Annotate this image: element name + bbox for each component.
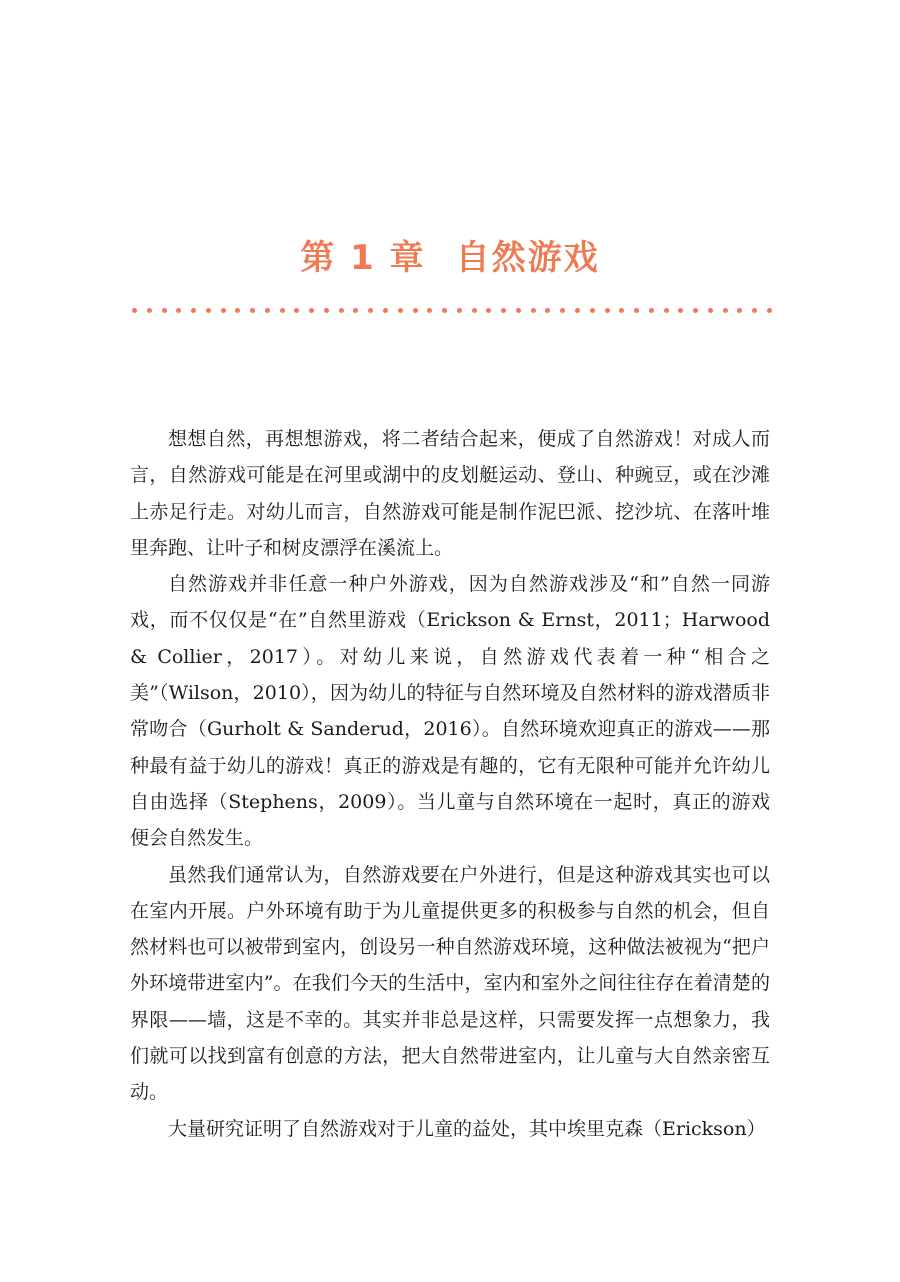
divider-dot: [235, 308, 240, 313]
divider-dot: [427, 308, 432, 313]
divider-dot: [693, 308, 698, 313]
paragraph-4: 大量研究证明了自然游戏对于儿童的益处，其中埃里克森（Erickson）: [168, 1117, 766, 1140]
divider-dot: [162, 308, 167, 313]
divider-dot: [590, 308, 595, 313]
divider-dot: [531, 308, 536, 313]
divider-dot: [398, 308, 403, 313]
divider-dot: [265, 308, 270, 313]
divider-dot: [678, 308, 683, 313]
dotted-divider: [132, 306, 772, 314]
divider-dot: [737, 308, 742, 313]
chapter-header: [0, 232, 900, 284]
divider-dot: [309, 308, 314, 313]
chapter-body: [130, 421, 770, 1147]
divider-dot: [649, 308, 654, 313]
chapter-name: 自然游戏: [455, 238, 600, 278]
divider-dot: [324, 308, 329, 313]
divider-dot: [575, 308, 580, 313]
divider-dot: [708, 308, 713, 313]
divider-dot: [545, 308, 550, 313]
divider-dot: [501, 308, 506, 313]
divider-dot: [413, 308, 418, 313]
divider-dot: [560, 308, 565, 313]
divider-dot: [353, 308, 358, 313]
divider-dot: [516, 308, 521, 313]
divider-dot: [619, 308, 624, 313]
paragraph-3: 虽然我们通常认为，自然游戏要在户外进行，但是这种游戏其实也可以在室内开展。户外环境有助于为儿童提供更多的积极参与自然的机会，但自然材料也可以被带到室内，创设另一种自然游戏环境，这种做法被视为“把户外环境带进室内”。在我们今天的生活中，室内和室外之间往往存在着清楚的界限——墙，这是不幸的。其实并非总是这样，只需要发挥一点想象力，我们就可以找到富有创意的方法，把大自然带进室内，让儿童与大自然亲密互动。: [130, 863, 770, 1104]
divider-dot: [767, 308, 772, 313]
divider-dot: [206, 308, 211, 313]
divider-dot: [486, 308, 491, 313]
divider-dot: [472, 308, 477, 313]
divider-dot: [339, 308, 344, 313]
divider-dot: [250, 308, 255, 313]
paragraph-1: 想想自然，再想想游戏，将二者结合起来，便成了自然游戏！对成人而言，自然游戏可能是在河里或湖中的皮划艇运动、登山、种豌豆，或在沙滩上赤足行走。对幼儿而言，自然游戏可能是制作泥巴派、挖沙坑、在落叶堆里奔跑、让叶子和树皮漂浮在溪流上。: [130, 428, 770, 559]
chapter-title: [0, 232, 900, 284]
divider-dot: [752, 308, 757, 313]
divider-dot: [442, 308, 447, 313]
divider-dot: [132, 308, 137, 313]
divider-dot: [176, 308, 181, 313]
divider-dot: [191, 308, 196, 313]
divider-dot: [294, 308, 299, 313]
divider-dot: [280, 308, 285, 313]
divider-dot: [383, 308, 388, 313]
divider-dot: [634, 308, 639, 313]
divider-dot: [457, 308, 462, 313]
chapter-number: 第 1 章: [300, 238, 426, 278]
divider-dot: [605, 308, 610, 313]
divider-dot: [664, 308, 669, 313]
divider-dot: [368, 308, 373, 313]
divider-dot: [147, 308, 152, 313]
paragraph-2: 自然游戏并非任意一种户外游戏，因为自然游戏涉及“和”自然一同游戏，而不仅仅是“在”自然里游戏（Erickson & Ernst，2011；Harwood & Collier，2017）。对幼儿来说，自然游戏代表着一种“相合之美”（Wilson，2010），因为幼儿的特征与自然环境及自然材料的游戏潜质非常吻合（Gurholt & Sanderud，2016）。自然环境欢迎真正的游戏——那种最有益于幼儿的游戏！真正的游戏是有趣的，它有无限种可能并允许幼儿自由选择（Stephens，2009）。当儿童与自然环境在一起时，真正的游戏便会自然发生。: [130, 573, 770, 850]
divider-dot: [723, 308, 728, 313]
divider-dot: [221, 308, 226, 313]
